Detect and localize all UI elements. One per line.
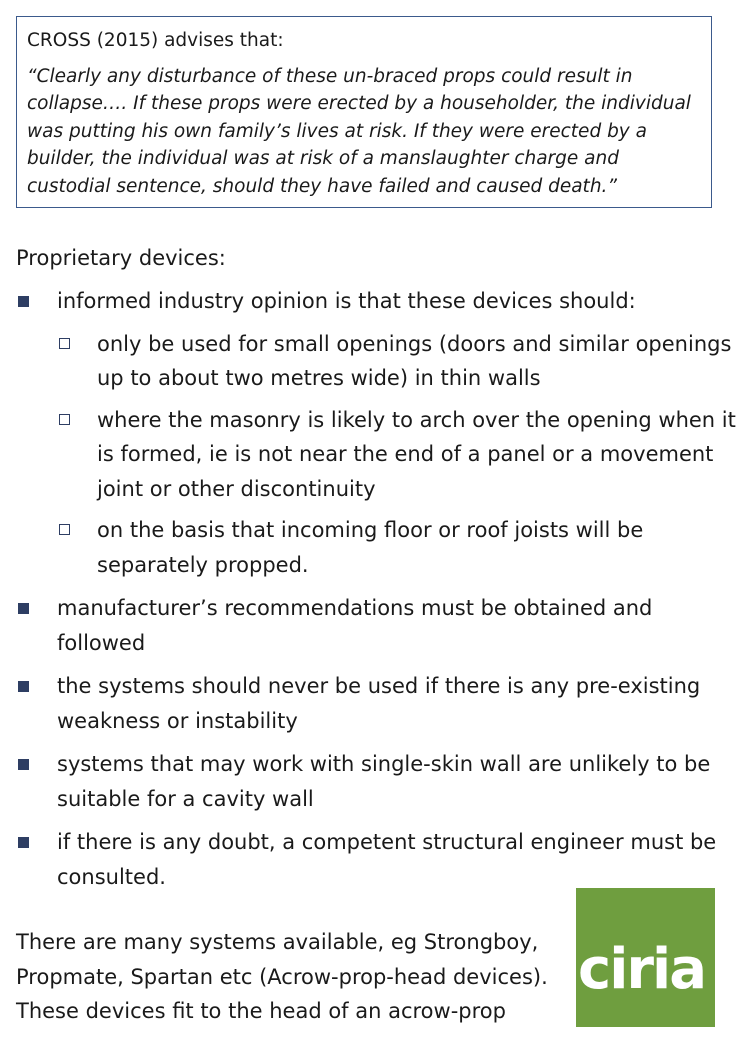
list-item — [0, 825, 740, 894]
sub-list-item: on the basis that incoming floor or roof joists will be separately propped. — [57, 513, 740, 582]
list-item — [0, 747, 740, 816]
sub-list-item: where the masonry is likely to arch over the opening when it is formed, ie is not near the end of a panel or a movement joint or other discontinuity — [57, 403, 740, 507]
list-item-text: if there is any doubt, a competent structural engineer must be consulted. — [57, 830, 717, 889]
footer-text: There are many systems available, eg Strongboy, Propmate, Spartan etc (Acrow-prop-head devices). These devices fit to the head of an acrow-prop — [16, 930, 548, 1023]
quote-box — [16, 16, 712, 208]
bullet-list — [0, 284, 740, 903]
quote-text: “Clearly any disturbance of these un-braced props could result in collapse…. If these props were erected by a householder, the individual was putting his own family’s lives at risk. If they were erected by a builder, the individual was at risk of a manslaughter charge and custodial sentence, should they have failed and caused death.” — [27, 65, 691, 197]
list-item-text: systems that may work with single-skin wall are unlikely to be suitable for a cavity wall — [57, 752, 711, 811]
list-item-text: manufacturer’s recommendations must be obtained and followed — [57, 596, 653, 655]
list-item-text: informed industry opinion is that these devices should: — [57, 289, 636, 313]
section-heading: Proprietary devices: — [16, 246, 226, 270]
list-item — [0, 284, 740, 582]
list-item-text: the systems should never be used if there is any pre-existing weakness or instability — [57, 674, 701, 733]
list-item — [0, 669, 740, 738]
sub-list-item: only be used for small openings (doors and similar openings up to about two metres wide) in thin walls — [57, 327, 740, 396]
logo-text: ciria — [578, 937, 705, 1002]
list-item — [0, 591, 740, 660]
sub-list — [57, 327, 740, 583]
ciria-logo — [576, 888, 715, 1027]
quote-heading: CROSS (2015) advises that: — [27, 30, 284, 51]
